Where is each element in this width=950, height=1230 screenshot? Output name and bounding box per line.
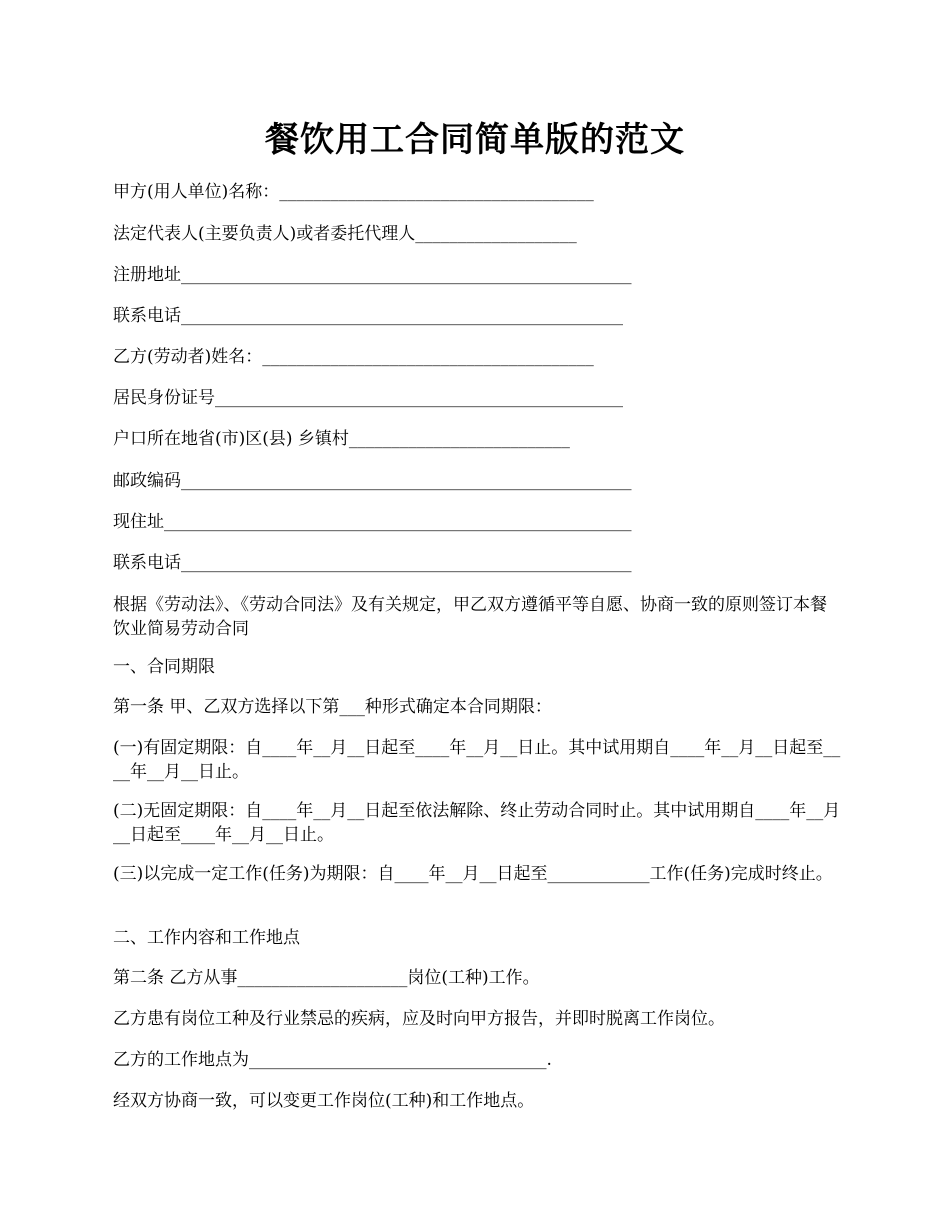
task-term-paragraph: (三)以完成一定工作(任务)为期限：自____年__月__日起至____________工作(任务)完成时终止。 bbox=[113, 864, 833, 884]
party-b-phone-line: 联系电话_____________________________________________________ bbox=[113, 553, 632, 573]
legal-representative-line: 法定代表人(主要负责人)或者委托代理人___________________ bbox=[113, 224, 577, 244]
party-b-name-line: 乙方(劳动者)姓名：_______________________________________ bbox=[113, 347, 594, 367]
section-heading-term: 一、合同期限 bbox=[113, 657, 215, 677]
household-register-line: 户口所在地省(市)区(县) 乡镇村__________________________ bbox=[113, 429, 570, 449]
work-location-paragraph: 乙方的工作地点为___________________________________. bbox=[113, 1050, 552, 1070]
postal-code-line: 邮政编码_____________________________________________________ bbox=[113, 471, 632, 491]
change-agreement-paragraph: 经双方协商一致，可以变更工作岗位(工种)和工作地点。 bbox=[113, 1091, 535, 1111]
document-title: 餐饮用工合同简单版的范文 bbox=[265, 120, 685, 160]
current-address-line: 现住址_______________________________________________________ bbox=[113, 512, 632, 532]
registered-address-line: 注册地址_____________________________________________________ bbox=[113, 265, 632, 285]
party-a-name-line: 甲方(用人单位)名称：_____________________________________ bbox=[113, 182, 594, 202]
preamble-paragraph: 根据《劳动法》、《劳动合同法》及有关规定，甲乙双方遵循平等自愿、协商一致的原则签订本餐饮业简易劳动合同 bbox=[113, 595, 827, 639]
section-heading-work: 二、工作内容和工作地点 bbox=[113, 928, 300, 948]
article-2-paragraph: 第二条 乙方从事____________________岗位(工种)工作。 bbox=[113, 968, 540, 988]
article-1-paragraph: 第一条 甲、乙双方选择以下第___种形式确定本合同期限： bbox=[113, 697, 552, 717]
fixed-term-paragraph: (一)有固定期限：自____年__月__日起至____年__月__日止。其中试用期自____年__月__日起至____年__月__日止。 bbox=[113, 738, 841, 782]
open-term-paragraph: (二)无固定期限：自____年__月__日起至依法解除、终止劳动合同时止。其中试用期自____年__月__日起至____年__月__日止。 bbox=[113, 801, 841, 845]
id-number-line: 居民身份证号________________________________________________ bbox=[113, 388, 623, 408]
health-report-paragraph: 乙方患有岗位工种及行业禁忌的疾病，应及时向甲方报告，并即时脱离工作岗位。 bbox=[113, 1009, 725, 1029]
party-a-phone-line: 联系电话____________________________________________________ bbox=[113, 306, 623, 326]
